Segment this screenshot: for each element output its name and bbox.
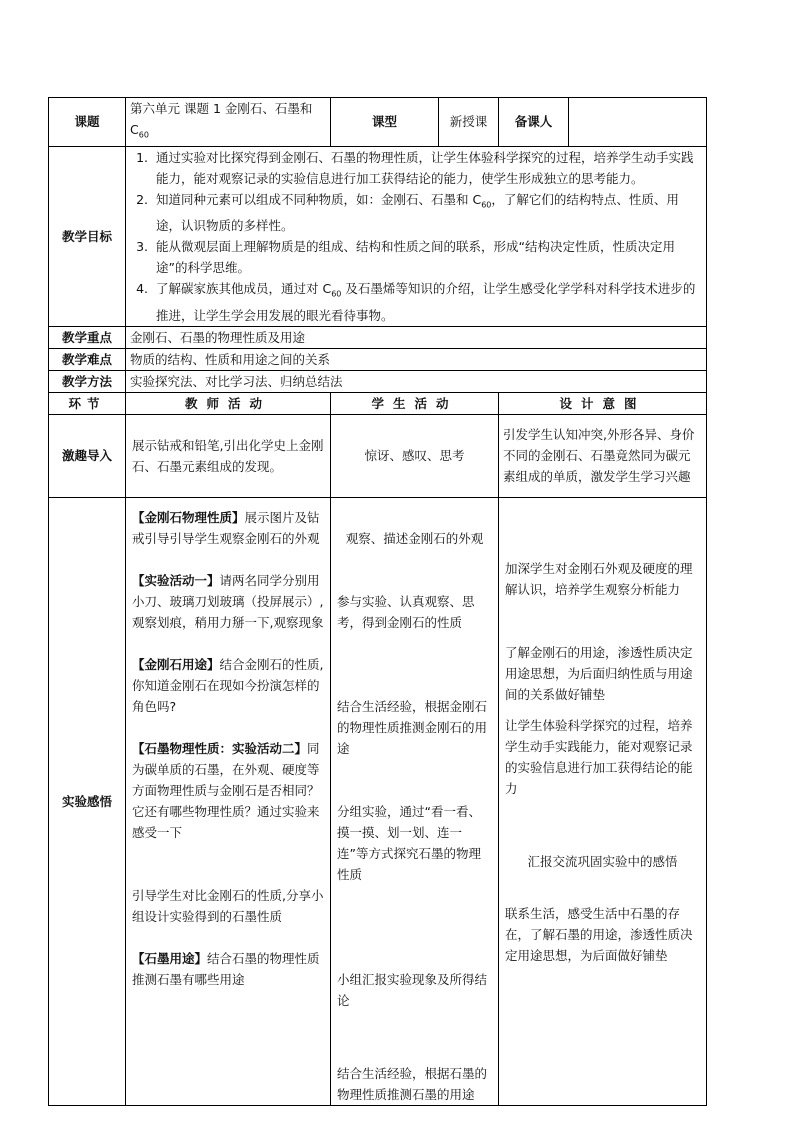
goals-list-cell	[126, 146, 707, 326]
design-item: 了解金刚石的用途，渗透性质决定用途思想，为后面归纳性质与用途间的关系做好铺垫	[505, 644, 693, 702]
key-point-row	[49, 326, 707, 348]
difficulty-label: 教学难点	[49, 348, 126, 370]
design-item: 汇报交流巩固实验中的感悟	[527, 853, 678, 869]
teacher-block-diamond-props	[132, 507, 324, 549]
activity-header-row	[49, 392, 707, 414]
stage-header: 环节	[49, 392, 126, 414]
design-header: 设计意图	[499, 392, 707, 414]
experiment-row	[49, 497, 707, 1105]
goals-label: 教学目标	[49, 146, 126, 326]
teacher-text: 同为碳单质的石墨，在外观、硬度等方面物理性质与金刚石是否相同？它还有哪些物理性质？通过实验来感受一下	[132, 740, 320, 840]
difficulty-value: 物质的结构、性质和用途之间的关系	[126, 348, 707, 370]
intro-design: 引发学生认知冲突,外形各异、身价不同的金刚石、石墨竟然同为碳元素组成的单质，激发学生学习兴趣	[499, 414, 707, 497]
preparer-label: 备课人	[499, 98, 569, 147]
teacher-text: 请两名同学分别用小刀、玻璃刀划玻璃（投屏展示）,观察划痕，稍用力掰一下,观察现象	[132, 572, 324, 630]
teacher-tag: 【实验活动一】	[132, 572, 220, 588]
topic-value: 第六单元 课题 1 金刚石、石墨和 $C_{60}$	[126, 98, 331, 147]
teacher-block-diamond-use	[132, 654, 324, 717]
topic-label: 课题	[49, 98, 126, 147]
preparer-value	[569, 98, 707, 147]
teacher-tag: 【石墨物理性质：实验活动二】	[132, 740, 308, 756]
method-row	[49, 370, 707, 392]
key-point-value: 金刚石、石墨的物理性质及用途	[126, 326, 707, 348]
teacher-header: 教师活动	[126, 392, 331, 414]
experiment-student-cell	[331, 497, 499, 1105]
student-item: 参与实验、认真观察、思考，得到金刚石的性质	[337, 593, 475, 630]
student-item: 结合生活经验，根据石墨的物理性质推测石墨的用途	[337, 1065, 488, 1102]
student-item: 小组汇报实验现象及所得结论	[337, 971, 488, 1008]
goal-item: 1. 通过实验对比探究得到金刚石、石墨的物理性质，让学生体验科学探究的过程，培养学生动手实践能力，能对观察记录的实验信息进行加工获得结论的能力，使学生形成独立的思考能力。	[152, 147, 702, 189]
teacher-tag: 【金刚石用途】	[132, 656, 220, 672]
teacher-tag: 【石墨用途】	[132, 950, 208, 966]
intro-row	[49, 414, 707, 497]
design-item: 加深学生对金刚石外观及硬度的理解认识，培养学生观察分析能力	[505, 560, 693, 597]
goal-item: 4. 了解碳家族其他成员，通过对 $C_{60}$ 及石墨烯等知识的介绍，让学生感受化学学科对科学技术进步的推进，让学生学会用发展的眼光看待事物。	[152, 278, 702, 326]
design-item: 联系生活，感受生活中石墨的存在，了解石墨的用途，渗透性质决定用途思想，为后面做好铺垫	[505, 905, 693, 963]
design-item: 让学生体验科学探究的过程，培养学生动手实践能力，能对观察记录的实验信息进行加工获得结论的能力	[505, 717, 693, 796]
student-item: 观察、描述金刚石的外观	[345, 530, 484, 546]
experiment-stage: 实验感悟	[49, 497, 126, 1105]
teacher-block-graphite-use	[132, 948, 324, 990]
teacher-block-graphite-props	[132, 738, 324, 843]
goal-item: 2. 知道同种元素可以组成不同种物质，如：金刚石、石墨和 $C_{60}$，了解它们的结构特点、性质、用途，认识物质的多样性。	[152, 189, 702, 237]
intro-teacher: 展示钻戒和铅笔,引出化学史上金刚石、石墨元素组成的发现。	[126, 414, 331, 497]
teacher-block-activity-one	[132, 570, 324, 633]
teacher-text: 引导学生对比金刚石的性质,分享小组设计实验得到的石墨性质	[132, 887, 324, 924]
intro-stage: 激趣导入	[49, 414, 126, 497]
goal-item: 3. 能从微观层面上理解物质是的组成、结构和性质之间的联系，形成“结构决定性质，性质决定用途”的科学思维。	[152, 236, 702, 278]
header-row	[49, 98, 707, 147]
teacher-text: 展示图片及钻戒引导引导学生观察金刚石的外观	[132, 509, 320, 546]
goals-row	[49, 146, 707, 326]
method-value: 实验探究法、对比学习法、归纳总结法	[126, 370, 707, 392]
teacher-text: 结合石墨的物理性质推测石墨有哪些用途	[132, 950, 320, 987]
student-item: 结合生活经验，根据金刚石的物理性质推测金刚石的用途	[337, 698, 488, 756]
experiment-teacher-cell	[126, 497, 331, 1105]
difficulty-row	[49, 348, 707, 370]
type-value: 新授课	[439, 98, 499, 147]
teacher-text: 结合金刚石的性质,你知道金刚石在现如今扮演怎样的角色吗?	[132, 656, 324, 714]
teacher-tag: 【金刚石物理性质】	[132, 509, 245, 525]
student-item: 分组实验，通过“看一看、摸一摸、划一划、连一连”等方式探究石墨的物理性质	[337, 803, 481, 882]
student-header: 学生活动	[331, 392, 499, 414]
method-label: 教学方法	[49, 370, 126, 392]
type-label: 课型	[331, 98, 439, 147]
experiment-design-cell	[499, 497, 707, 1105]
lesson-plan-table	[48, 97, 707, 1106]
intro-student: 惊讶、感叹、思考	[331, 414, 499, 497]
teacher-block-compare	[132, 885, 324, 927]
goals-list	[130, 147, 702, 326]
key-point-label: 教学重点	[49, 326, 126, 348]
